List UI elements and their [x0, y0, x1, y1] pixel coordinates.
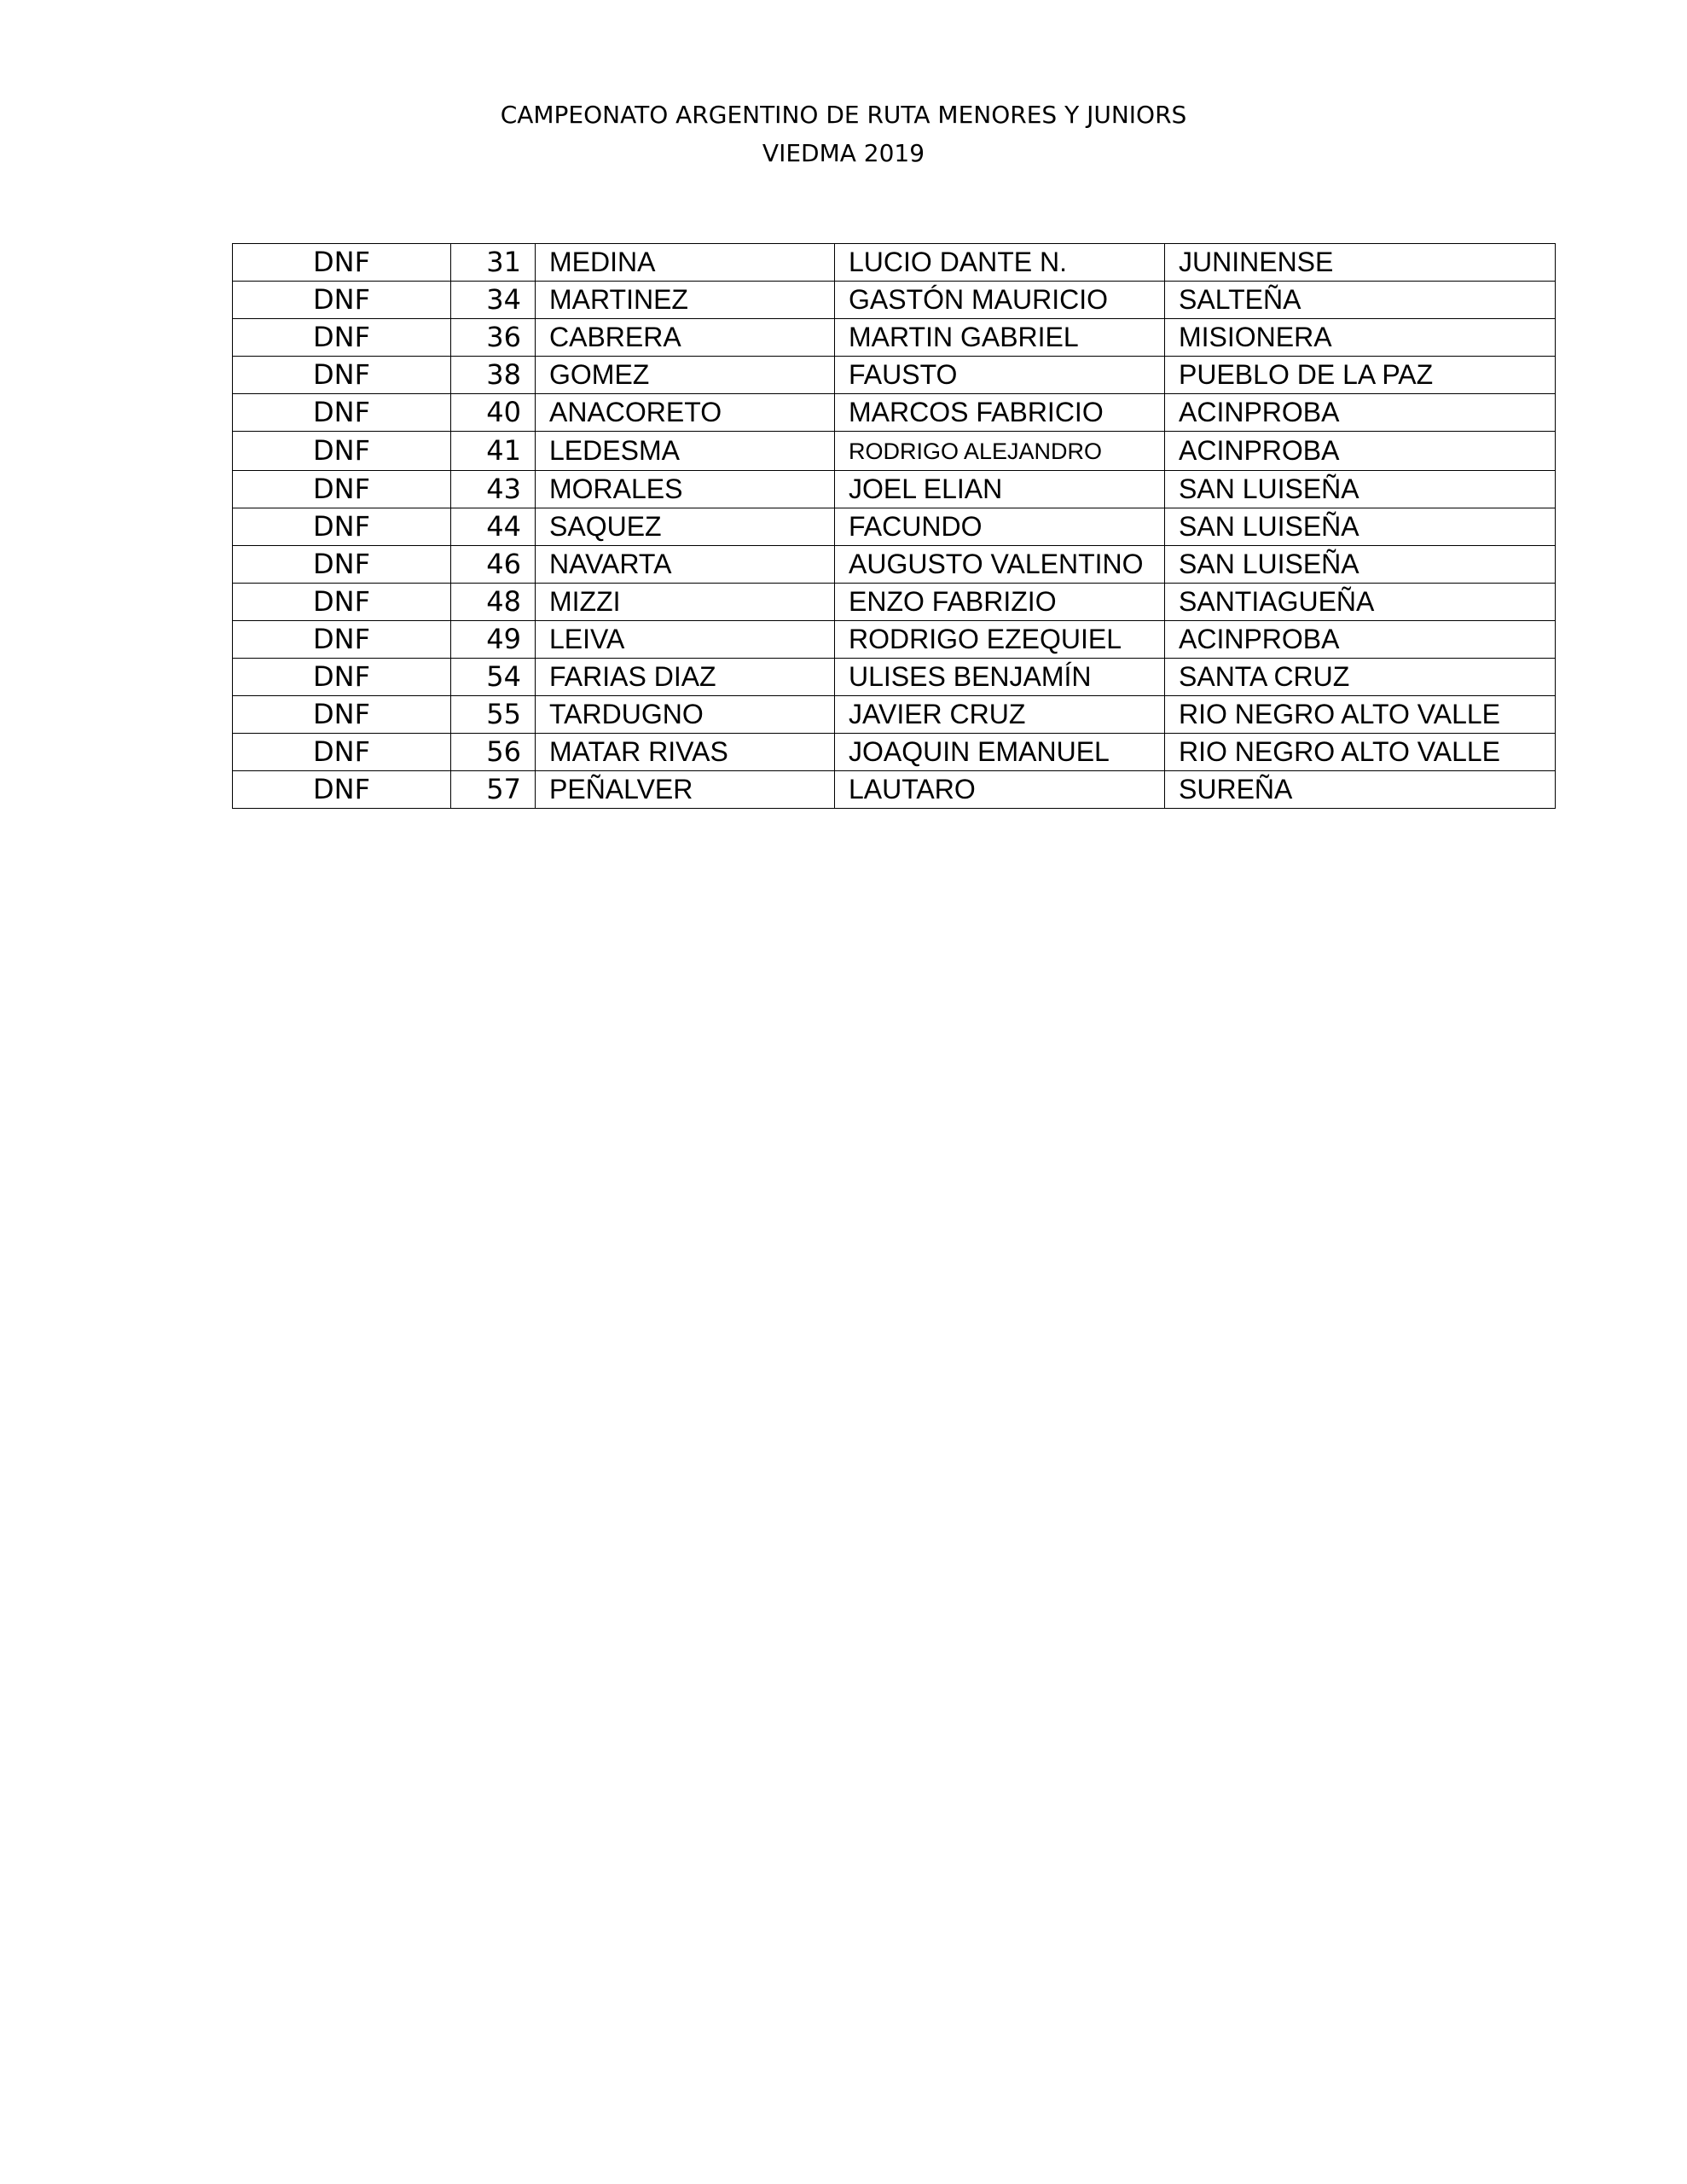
surname-cell: SAQUEZ [536, 508, 835, 546]
number-cell: 54 [451, 659, 536, 696]
team-cell: JUNINENSE [1165, 244, 1556, 282]
name-cell: MARCOS FABRICIO [835, 394, 1165, 432]
team-cell: RIO NEGRO ALTO VALLE [1165, 696, 1556, 734]
page-subtitle: VIEDMA 2019 [762, 139, 925, 167]
number-cell: 46 [451, 546, 536, 584]
surname-cell: GOMEZ [536, 357, 835, 394]
surname-cell: ANACORETO [536, 394, 835, 432]
surname-cell: PEÑALVER [536, 771, 835, 809]
status-cell: DNF [233, 357, 451, 394]
team-cell: ACINPROBA [1165, 432, 1556, 471]
team-cell: ACINPROBA [1165, 394, 1556, 432]
surname-cell: MATAR RIVAS [536, 734, 835, 771]
name-cell-text: RODRIGO ALEJANDRO [849, 439, 1103, 464]
status-cell: DNF [233, 734, 451, 771]
page-header [0, 96, 1687, 172]
name-cell: MARTIN GABRIEL [835, 319, 1165, 357]
status-cell: DNF [233, 696, 451, 734]
page-title: CAMPEONATO ARGENTINO DE RUTA MENORES Y JUNIORS [500, 101, 1187, 129]
name-cell: GASTÓN MAURICIO [835, 282, 1165, 319]
surname-cell: NAVARTA [536, 546, 835, 584]
name-cell: FACUNDO [835, 508, 1165, 546]
number-cell: 57 [451, 771, 536, 809]
table-row [233, 584, 1556, 621]
table-row [233, 244, 1556, 282]
number-cell: 48 [451, 584, 536, 621]
surname-cell: MEDINA [536, 244, 835, 282]
surname-cell: LEDESMA [536, 432, 835, 471]
name-cell: LUCIO DANTE N. [835, 244, 1165, 282]
team-cell: RIO NEGRO ALTO VALLE [1165, 734, 1556, 771]
status-cell: DNF [233, 432, 451, 471]
team-cell: SUREÑA [1165, 771, 1556, 809]
status-cell: DNF [233, 282, 451, 319]
status-cell: DNF [233, 584, 451, 621]
name-cell: JOAQUIN EMANUEL [835, 734, 1165, 771]
surname-cell: TARDUGNO [536, 696, 835, 734]
team-cell: ACINPROBA [1165, 621, 1556, 659]
team-cell: SANTA CRUZ [1165, 659, 1556, 696]
number-cell: 49 [451, 621, 536, 659]
number-cell: 36 [451, 319, 536, 357]
table-row [233, 696, 1556, 734]
team-cell: SANTIAGUEÑA [1165, 584, 1556, 621]
status-cell: DNF [233, 659, 451, 696]
status-cell: DNF [233, 394, 451, 432]
table-row [233, 282, 1556, 319]
status-cell: DNF [233, 508, 451, 546]
results-table [232, 243, 1556, 809]
status-cell: DNF [233, 621, 451, 659]
number-cell: 41 [451, 432, 536, 471]
table-row [233, 546, 1556, 584]
surname-cell: MORALES [536, 471, 835, 508]
results-table-body [233, 244, 1556, 809]
table-row [233, 734, 1556, 771]
table-row [233, 508, 1556, 546]
number-cell: 38 [451, 357, 536, 394]
name-cell: LAUTARO [835, 771, 1165, 809]
name-cell: FAUSTO [835, 357, 1165, 394]
table-row [233, 357, 1556, 394]
team-cell: PUEBLO DE LA PAZ [1165, 357, 1556, 394]
table-row [233, 432, 1556, 471]
name-cell: JOEL ELIAN [835, 471, 1165, 508]
surname-cell: CABRERA [536, 319, 835, 357]
team-cell: SAN LUISEÑA [1165, 508, 1556, 546]
number-cell: 44 [451, 508, 536, 546]
number-cell: 40 [451, 394, 536, 432]
name-cell: RODRIGO EZEQUIEL [835, 621, 1165, 659]
table-row [233, 659, 1556, 696]
status-cell: DNF [233, 471, 451, 508]
status-cell: DNF [233, 771, 451, 809]
table-row [233, 394, 1556, 432]
name-cell: AUGUSTO VALENTINO [835, 546, 1165, 584]
number-cell: 56 [451, 734, 536, 771]
name-cell: JAVIER CRUZ [835, 696, 1165, 734]
number-cell: 55 [451, 696, 536, 734]
team-cell: SAN LUISEÑA [1165, 471, 1556, 508]
status-cell: DNF [233, 319, 451, 357]
table-row [233, 319, 1556, 357]
number-cell: 43 [451, 471, 536, 508]
name-cell [835, 432, 1165, 471]
team-cell: SAN LUISEÑA [1165, 546, 1556, 584]
surname-cell: FARIAS DIAZ [536, 659, 835, 696]
surname-cell: MIZZI [536, 584, 835, 621]
number-cell: 31 [451, 244, 536, 282]
table-row [233, 771, 1556, 809]
surname-cell: LEIVA [536, 621, 835, 659]
table-row [233, 621, 1556, 659]
number-cell: 34 [451, 282, 536, 319]
team-cell: SALTEÑA [1165, 282, 1556, 319]
name-cell: ULISES BENJAMÍN [835, 659, 1165, 696]
table-row [233, 471, 1556, 508]
team-cell: MISIONERA [1165, 319, 1556, 357]
name-cell: ENZO FABRIZIO [835, 584, 1165, 621]
status-cell: DNF [233, 244, 451, 282]
surname-cell: MARTINEZ [536, 282, 835, 319]
status-cell: DNF [233, 546, 451, 584]
